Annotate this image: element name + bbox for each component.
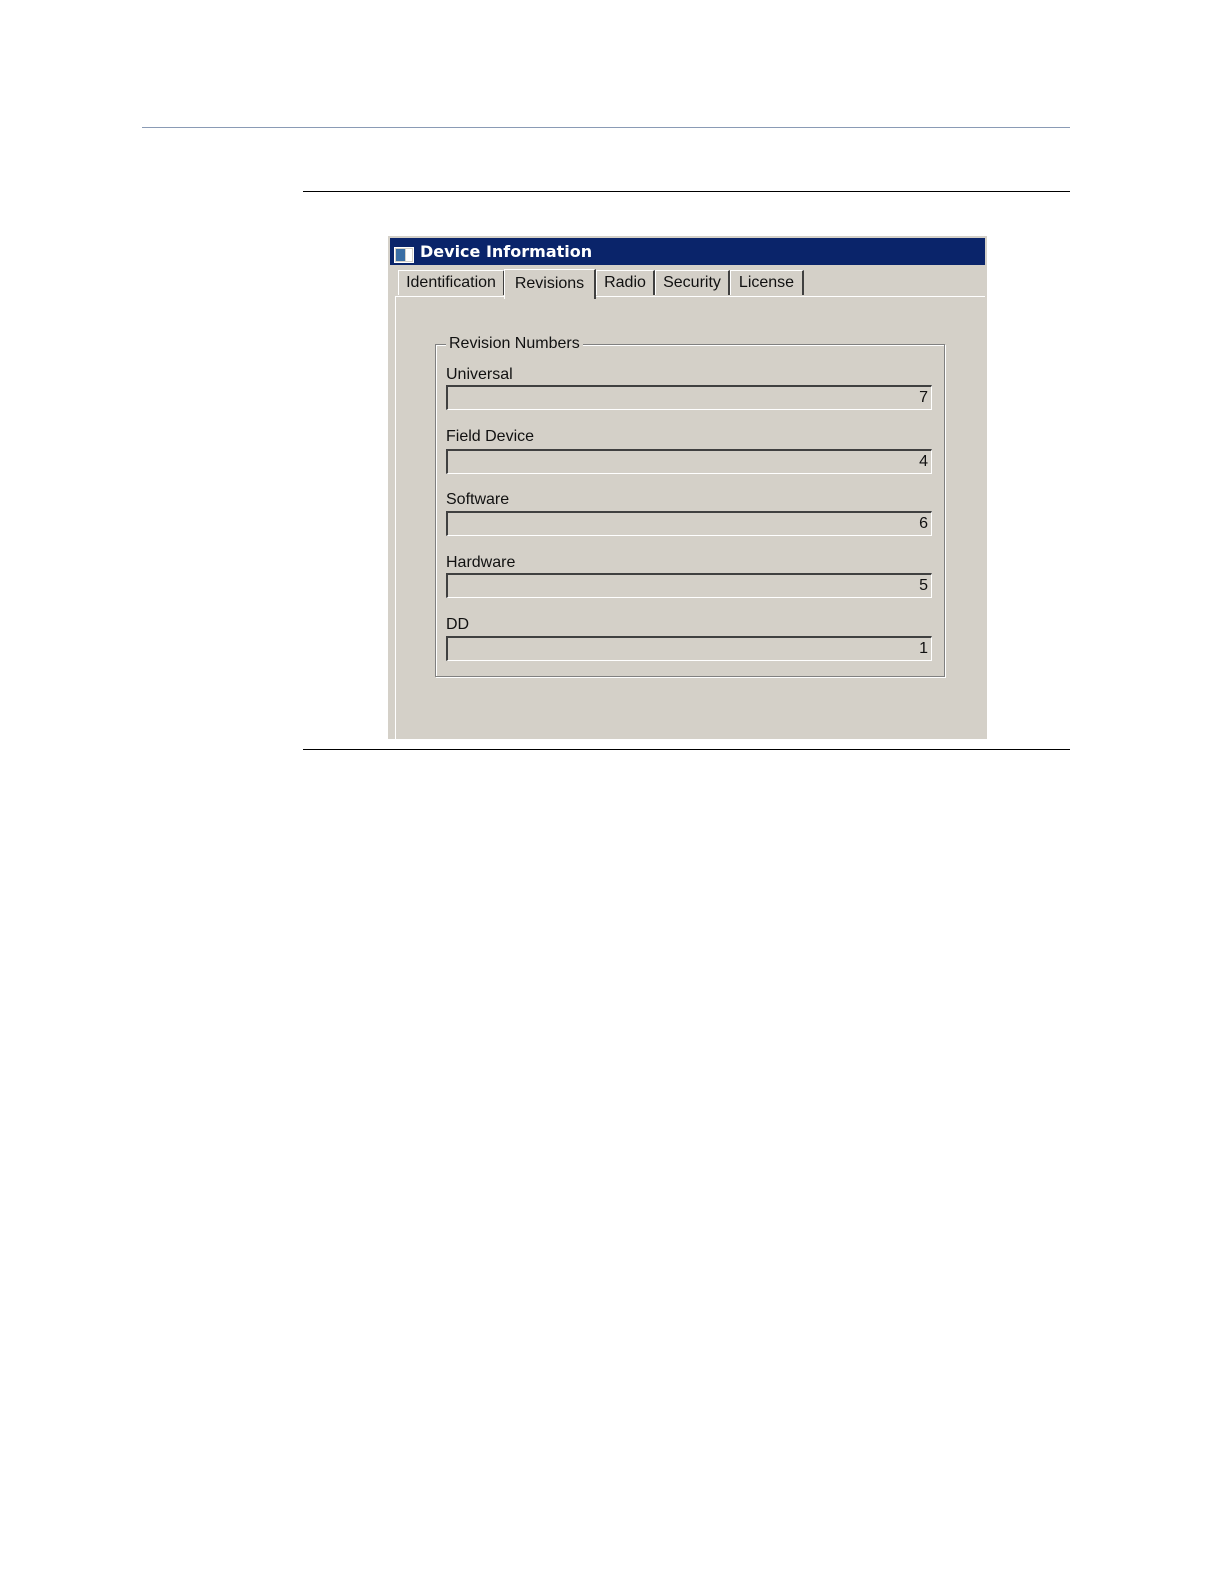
tab-identification[interactable]: Identification	[398, 270, 505, 295]
dd-field[interactable]	[446, 636, 932, 661]
dd-value: 1	[919, 640, 928, 657]
universal-field[interactable]	[446, 385, 932, 410]
tab-revisions[interactable]: Revisions	[504, 269, 596, 299]
figure-bottom-rule	[303, 749, 1070, 750]
tab-strip	[396, 270, 987, 298]
hardware-field[interactable]	[446, 573, 932, 598]
title-bar	[390, 238, 985, 265]
universal-value: 7	[919, 389, 928, 406]
software-label: Software	[446, 491, 510, 508]
tab-security[interactable]: Security	[655, 270, 730, 295]
software-value: 6	[919, 515, 928, 532]
field-device-field[interactable]	[446, 449, 932, 474]
hardware-value: 5	[919, 577, 928, 594]
page-header-rule	[142, 127, 1070, 128]
software-field[interactable]	[446, 511, 932, 536]
field-device-label: Field Device	[446, 428, 535, 445]
universal-label: Universal	[446, 366, 513, 383]
tab-license[interactable]: License	[730, 270, 804, 295]
revision-numbers-group-label: Revision Numbers	[446, 334, 583, 354]
tab-radio[interactable]: Radio	[596, 270, 655, 295]
window-icon	[394, 244, 414, 260]
window-title: Device Information	[420, 242, 593, 261]
dd-label: DD	[446, 616, 470, 633]
device-information-dialog	[388, 236, 987, 739]
hardware-label: Hardware	[446, 554, 516, 571]
field-device-value: 4	[919, 453, 928, 470]
figure-top-rule	[303, 191, 1070, 192]
